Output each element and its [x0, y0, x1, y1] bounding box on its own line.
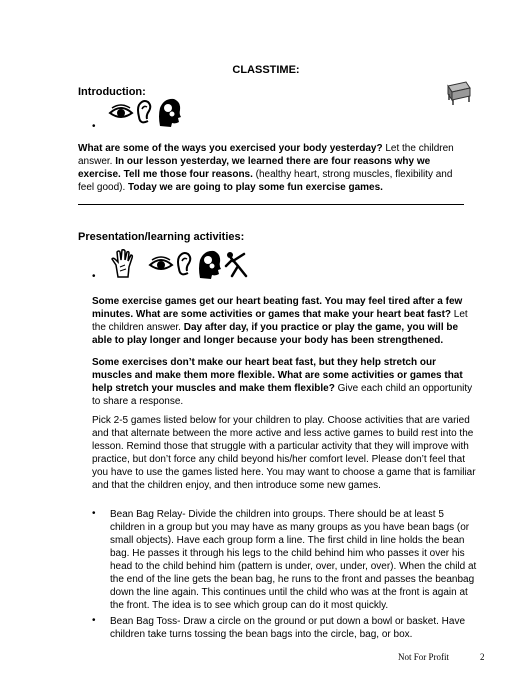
- presentation-icons: [110, 248, 250, 280]
- intro-run: Today we are going to play some fun exercise games.: [128, 182, 383, 193]
- page-number: 2: [480, 652, 485, 662]
- presentation-paragraph-3: Pick 2-5 games listed below for your children to play. Choose activities that are varied and that alternate between the more active and less active games to build rest into the lesson. Remind those that struggle with a particular activity that they will improve with practice, but don’t force any child beyond his/her comfort level. Please don’t feel that you have to use the games listed here. You may want to choose a game that is familiar and that the children enjoy, and then introduce some new games.: [92, 415, 476, 491]
- intro-run: Let the children answer.: [78, 143, 454, 167]
- p1-run: Let the children answer.: [92, 309, 468, 333]
- bullet: •: [92, 121, 96, 132]
- eye-icon: [108, 103, 134, 121]
- p1-run: Some exercise games get our heart beating fast. You may feel tired after a few minutes. What are some activities or games that make your heart beat fast?: [92, 296, 463, 320]
- p2-run: Some exercises don’t make our heart beat fast, but they help stretch our muscles and make them more flexible. What are some activities or games that help stretch your muscles and make them flexible?: [92, 357, 463, 394]
- intro-run: What are some of the ways you exercised your body yesterday?: [78, 143, 383, 154]
- bullet: •: [92, 271, 96, 282]
- intro-icons: [108, 96, 182, 128]
- bullet: •: [92, 508, 96, 519]
- eye-icon: [148, 255, 174, 273]
- game-item-bean-bag-relay: Bean Bag Relay- Divide the children into groups. There should be at least 5 children in a group but you may have as many groups as you have bean bags (or small objects). Have each group form a line. The first child in line holds the bean bag. He passes it through his legs to the child behind him who passes it over his head to the child behind him (pattern is under, over, under, over). When the child at the end of the line gets the bean bag, he runs to the front and passes the beanbag down the line again. This continues until the child who was at the front is again at the front. The idea is to see which group can do it most quickly.: [110, 509, 477, 611]
- section-divider: [78, 204, 464, 205]
- presentation-heading: Presentation/learning activities:: [78, 231, 245, 243]
- intro-heading: Introduction:: [78, 86, 146, 98]
- ear-icon: [136, 99, 152, 125]
- head-profile-icon: [154, 96, 182, 128]
- intro-run: In our lesson yesterday, we learned there are four reasons why we exercise. Tell me those four reasons.: [78, 156, 431, 180]
- ear-icon: [176, 251, 192, 277]
- chair-icon: [444, 80, 474, 106]
- page-title: CLASSTIME:: [232, 64, 300, 76]
- stretching-figure-icon: [224, 250, 250, 278]
- intro-run: (healthy heart, strong muscles, flexibility and feel good).: [78, 169, 453, 193]
- presentation-paragraph-1: [92, 295, 478, 347]
- p2-run: Give each child an opportunity to share a response.: [92, 383, 473, 407]
- hand-icon: [110, 249, 136, 279]
- bullet: •: [92, 615, 96, 626]
- head-profile-icon: [194, 248, 222, 280]
- presentation-paragraph-2: [92, 356, 478, 408]
- game-item-bean-bag-toss: Bean Bag Toss- Draw a circle on the ground or put down a bowl or basket. Have children take turns tossing the bean bags into the circle, bag, or box.: [110, 616, 466, 640]
- intro-paragraph: [78, 142, 470, 194]
- p1-run: Day after day, if you practice or play the game, you will be able to play longer and longer because your body has been strengthened.: [92, 322, 459, 346]
- footer-label: Not For Profit: [398, 652, 450, 662]
